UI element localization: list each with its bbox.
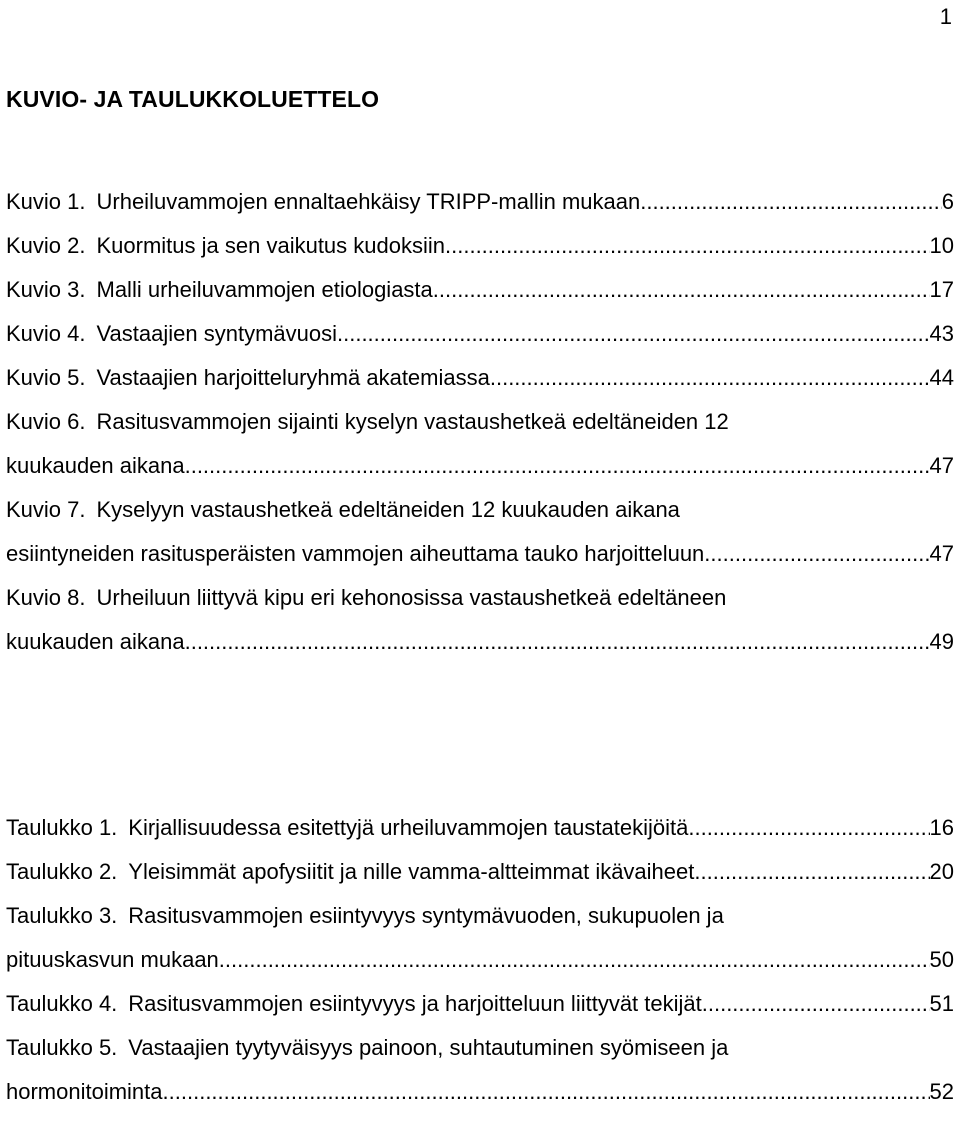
dot-leader xyxy=(169,1070,930,1114)
dot-leader xyxy=(185,444,930,488)
table-label: Taulukko 5. xyxy=(6,1035,118,1060)
table-title: Rasitusvammojen esiintyvyys syntymävuoden, sukupuolen ja xyxy=(128,903,724,928)
dot-leader xyxy=(707,850,930,894)
table-page-number: 52 xyxy=(929,1079,954,1104)
figure-title: Malli urheiluvammojen etiologiasta. xyxy=(96,277,439,302)
figure-label: Kuvio 6. xyxy=(6,409,86,434)
dot-leader xyxy=(225,938,930,982)
table-page-number: 20 xyxy=(929,859,954,884)
figure-label: Kuvio 8. xyxy=(6,585,86,610)
figure-entry-line xyxy=(6,180,954,224)
figure-entry-line xyxy=(6,356,954,400)
figure-label: Kuvio 1. xyxy=(6,189,86,214)
figure-title: esiintyneiden rasitusperäisten vammojen aiheuttama tauko harjoitteluun. xyxy=(6,541,711,566)
table-title: Kirjallisuudessa esitettyjä urheiluvammojen taustatekijöitä. xyxy=(128,815,695,840)
table-entry-line xyxy=(6,806,954,850)
figure-label: Kuvio 5. xyxy=(6,365,86,390)
table-page-number: 16 xyxy=(929,815,954,840)
figure-entry[interactable] xyxy=(6,268,954,312)
figure-entry-line xyxy=(6,488,954,532)
figure-page-number: 17 xyxy=(929,277,954,302)
figure-entry-line xyxy=(6,532,954,576)
figure-title: Kuormitus ja sen vaikutus kudoksiin. xyxy=(96,233,452,258)
table-title: Yleisimmät apofysiitit ja nille vamma-altteimmat ikävaiheet.. xyxy=(128,859,707,884)
table-entry[interactable] xyxy=(6,1026,954,1114)
dot-leader xyxy=(694,806,929,850)
table-list xyxy=(6,806,954,1114)
figure-entry[interactable] xyxy=(6,488,954,576)
table-page-number: 50 xyxy=(929,947,954,972)
table-entry[interactable] xyxy=(6,850,954,894)
table-title: pituuskasvun mukaan. xyxy=(6,947,225,972)
figure-label: Kuvio 3. xyxy=(6,277,86,302)
page-title: KUVIO- JA TAULUKKOLUETTELO xyxy=(6,86,380,112)
dot-leader xyxy=(710,532,929,576)
figure-title: Urheiluvammojen ennaltaehkäisy TRIPP-mallin mukaan. xyxy=(96,189,647,214)
table-entry-line xyxy=(6,850,954,894)
figure-entry[interactable] xyxy=(6,400,954,488)
figure-page-number: 6 xyxy=(941,189,954,214)
figure-label: Kuvio 7. xyxy=(6,497,86,522)
page-number: 1 xyxy=(939,4,952,29)
table-label: Taulukko 1. xyxy=(6,815,118,840)
dot-leader xyxy=(185,620,930,664)
figure-entry-line xyxy=(6,400,954,444)
dot-leader xyxy=(490,356,930,400)
table-label: Taulukko 2. xyxy=(6,859,118,884)
figure-title: Vastaajien harjoitteluryhmä akatemiassa xyxy=(96,365,490,390)
table-title: Rasitusvammojen esiintyvyys ja harjoitteluun liittyvät tekijät. xyxy=(128,991,708,1016)
figure-entry-line xyxy=(6,576,954,620)
figure-label: Kuvio 4. xyxy=(6,321,86,346)
figure-entry-line xyxy=(6,312,954,356)
table-title: Vastaajien tyytyväisyys painoon, suhtautuminen syömiseen ja xyxy=(128,1035,729,1060)
table-entry-line xyxy=(6,1070,954,1114)
figure-entry-line xyxy=(6,620,954,664)
figure-entry-line xyxy=(6,268,954,312)
figure-entry[interactable] xyxy=(6,224,954,268)
figure-page-number: 10 xyxy=(929,233,954,258)
dot-leader xyxy=(439,268,930,312)
figure-title: Rasitusvammojen sijainti kyselyn vastaushetkeä edeltäneiden 12 xyxy=(96,409,729,434)
figure-page-number: 43 xyxy=(929,321,954,346)
figure-entry-line xyxy=(6,444,954,488)
dot-leader xyxy=(646,180,941,224)
table-entry[interactable] xyxy=(6,982,954,1026)
table-entry[interactable] xyxy=(6,806,954,850)
dot-leader xyxy=(349,312,929,356)
figure-label: Kuvio 2. xyxy=(6,233,86,258)
table-entry-line xyxy=(6,894,954,938)
figure-page-number: 44 xyxy=(929,365,954,390)
dot-leader xyxy=(708,982,930,1026)
figure-entry[interactable] xyxy=(6,356,954,400)
figure-page-number: 49 xyxy=(929,629,954,654)
figure-title: Urheiluun liittyvä kipu eri kehonosissa vastaushetkeä edeltäneen xyxy=(96,585,727,610)
figure-entry[interactable] xyxy=(6,576,954,664)
figure-list xyxy=(6,180,954,664)
figure-title: kuukauden aikana xyxy=(6,629,185,654)
figure-title: Vastaajien syntymävuosi.. xyxy=(96,321,350,346)
table-page-number: 51 xyxy=(929,991,954,1016)
table-entry-line xyxy=(6,982,954,1026)
table-entry[interactable] xyxy=(6,894,954,982)
figure-page-number: 47 xyxy=(929,453,954,478)
figure-entry[interactable] xyxy=(6,312,954,356)
figure-title: Kyselyyn vastaushetkeä edeltäneiden 12 kuukauden aikana xyxy=(96,497,680,522)
table-label: Taulukko 4. xyxy=(6,991,118,1016)
dot-leader xyxy=(451,224,929,268)
figure-entry-line xyxy=(6,224,954,268)
table-entry-line xyxy=(6,1026,954,1070)
figure-entry[interactable] xyxy=(6,180,954,224)
table-title: hormonitoiminta. xyxy=(6,1079,169,1104)
figure-page-number: 47 xyxy=(929,541,954,566)
table-label: Taulukko 3. xyxy=(6,903,118,928)
figure-title: kuukauden aikana xyxy=(6,453,185,478)
table-entry-line xyxy=(6,938,954,982)
